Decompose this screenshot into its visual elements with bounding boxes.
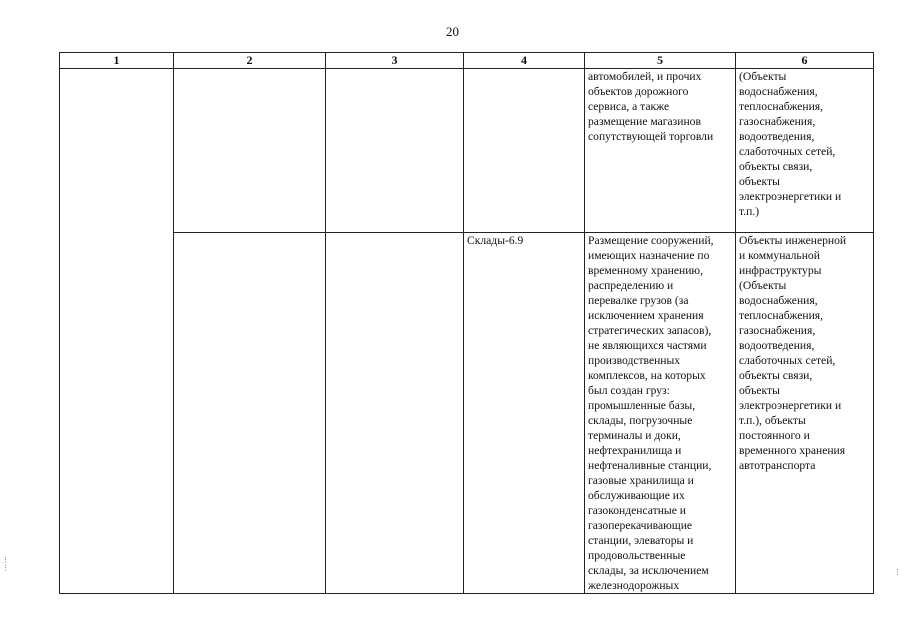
table-cell-col2	[174, 233, 326, 594]
land-use-table	[59, 52, 874, 594]
table-cell-col6	[736, 233, 874, 594]
infrastructure-text: (Объекты водоснабжения, теплоснабжения, газоснабжения, водоотведения, слаботочных сетей, объекты связи, объекты электроэнергетики и т.п.)	[739, 70, 842, 218]
column-header-1: 1	[60, 53, 174, 69]
table-cell-col4	[464, 233, 585, 594]
table-cell-col2	[174, 69, 326, 233]
column-header-2: 2	[174, 53, 326, 69]
table-row	[60, 233, 874, 594]
table-cell-col5	[585, 69, 736, 233]
infrastructure-text: Объекты инженерной и коммунальной инфраструктуры (Объекты водоснабжения, теплоснабжения, газоснабжения, водоотведения, слаботочных сетей, объекты связи, объекты электроэнергетики и т.п.), объекты постоянного и временного хранения автотранспорта	[739, 234, 847, 472]
use-description-text: Размещение сооружений, имеющих назначение по временному хранению, распределению и перевалке грузов (за исключением хранения стратегических запасов), не являющихся частями производственных комплексов, на которых был создан груз: промышленные базы, склады, погрузочные терминалы и доки, нефтехранилища и нефтеналивные станции, газовые хранилища и обслуживающие их газоконденсатные и газоперекачивающие станции, элеваторы и продовольственные склады, за исключением железнодорожных	[588, 234, 714, 592]
table-header-row	[60, 53, 874, 69]
scan-edge-mark-left: ⋮ ⋮	[2, 556, 9, 572]
column-header-6: 6	[736, 53, 874, 69]
table-cell-col3	[326, 233, 464, 594]
use-code-text: Склады-6.9	[467, 234, 524, 247]
use-description-text: автомобилей, и прочих объектов дорожного сервиса, а также размещение магазинов сопутствующей торговли	[588, 70, 714, 143]
scan-edge-mark-right: ⋮	[894, 568, 901, 576]
table-row	[60, 69, 874, 233]
table-cell-col6	[736, 69, 874, 233]
table-cell-col5	[585, 233, 736, 594]
table-cell-col1	[60, 69, 174, 594]
column-header-3: 3	[326, 53, 464, 69]
column-header-4: 4	[464, 53, 585, 69]
table-cell-col3	[326, 69, 464, 233]
column-header-5: 5	[585, 53, 736, 69]
table-cell-col4	[464, 69, 585, 233]
page-number: 20	[446, 24, 459, 39]
